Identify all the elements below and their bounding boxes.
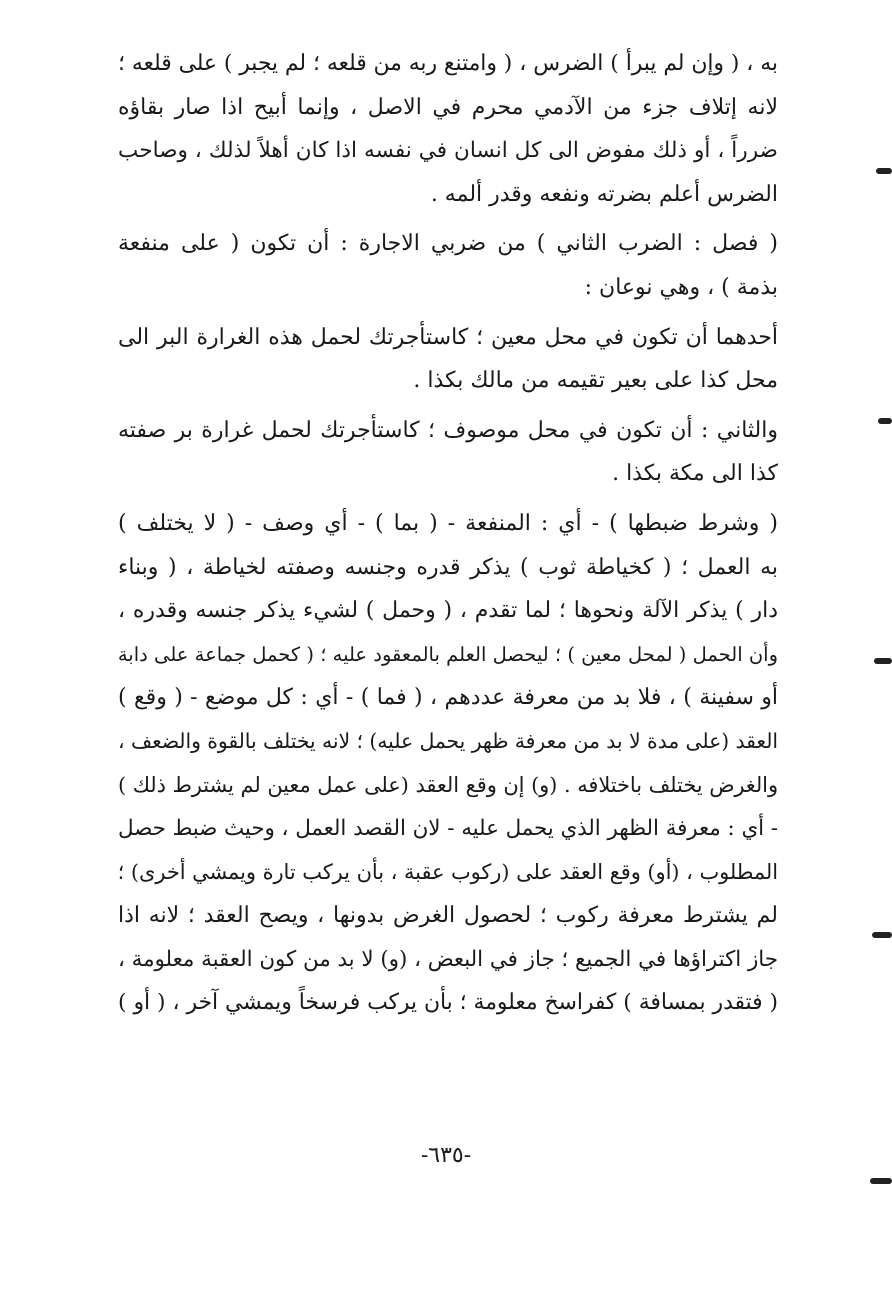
text-line: به العمل ؛ ( كخياطة ثوب ) يذكر قدره وجنسه وصفته لخياطة ، ( وبناء: [118, 554, 778, 580]
scan-edge-mark: [874, 658, 892, 664]
text-line: - أي : معرفة الظهر الذي يحمل عليه - لان القصد العمل ، وحيث ضبط حصل: [118, 816, 778, 842]
text-line: بذمة ) ، وهي نوعان :: [584, 274, 778, 300]
text-line: أحدهما أن تكون في محل معين ؛ كاستأجرتك لحمل هذه الغرارة البر الى: [118, 324, 778, 350]
text-line: وأن الحمل ( لمحل معين ) ؛ ليحصل العلم بالمعقود عليه ؛ ( كحمل جماعة على دابة: [117, 642, 778, 666]
scan-edge-mark: [872, 932, 892, 938]
text-line: كذا الى مكة بكذا .: [612, 461, 778, 487]
text-line: الضرس أعلم بضرته ونفعه وقدر ألمه .: [430, 181, 778, 207]
text-line: لم يشترط معرفة ركوب ؛ لحصول الغرض بدونها ، ويصح العقد ؛ لانه اذا: [118, 903, 778, 929]
text-line: أو سفينة ) ، فلا بد من معرفة عددهم ، ( فما ) - أي : كل موضع - ( وقع ): [118, 685, 778, 711]
scan-edge-mark: [876, 168, 892, 174]
text-line: لانه إتلاف جزء من الآدمي محرم في الاصل ، وإنما أبيح اذا صار بقاؤه: [118, 94, 778, 120]
text-line: والغرض يختلف باختلافه . (و) إن وقع العقد (على عمل معين لم يشترط ذلك ): [118, 772, 778, 797]
scan-edge-mark: [878, 418, 892, 424]
text-line: دار ) يذكر الآلة ونحوها ؛ لما تقدم ، ( وحمل ) لشيء يذكر جنسه وقدره ،: [118, 598, 778, 624]
paragraph: [118, 42, 778, 216]
text-line: المطلوب ، (أو) وقع العقد على (ركوب عقبة ، بأن يركب تارة ويمشي أخرى) ؛: [117, 859, 778, 884]
body-text: [118, 42, 778, 1025]
paragraph: [118, 409, 778, 496]
paragraph: [118, 316, 778, 403]
text-line: ( فتقدر بمسافة ) كفراسخ معلومة ؛ بأن يركب فرسخاً ويمشي آخر ، ( أو ): [118, 990, 778, 1016]
text-line: جاز اكتراؤها في الجميع ؛ جاز في البعض ، (و) لا بد من كون العقبة معلومة ،: [117, 946, 778, 972]
text-line: العقد (على مدة لا بد من معرفة ظهر يحمل عليه) ؛ لانه يختلف بالقوة والضعف ،: [118, 728, 778, 753]
text-line: ( فصل : الضرب الثاني ) من ضربي الاجارة : أن تكون ( على منفعة: [118, 231, 778, 257]
text-line: والثاني : أن تكون في محل موصوف ؛ كاستأجرتك لحمل غرارة بر صفته: [118, 417, 778, 443]
text-line: ( وشرط ضبطها ) - أي : المنفعة - ( بما ) - أي وصف - ( لا يختلف ): [118, 510, 778, 536]
paragraph: [118, 502, 778, 1025]
text-line: محل كذا على بعير تقيمه من مالك بكذا .: [413, 368, 778, 394]
paragraph: [118, 222, 778, 309]
text-line: ضرراً ، أو ذلك مفوض الى كل انسان في نفسه اذا كان أهلاً لذلك ، وصاحب: [118, 138, 778, 164]
text-line: به ، ( وإن لم يبرأ ) الضرس ، ( وامتنع ربه من قلعه ؛ لم يجبر ) على قلعه ؛: [118, 51, 778, 76]
page-number: -٦٣٥-: [420, 1143, 472, 1168]
scan-edge-mark: [870, 1178, 892, 1184]
